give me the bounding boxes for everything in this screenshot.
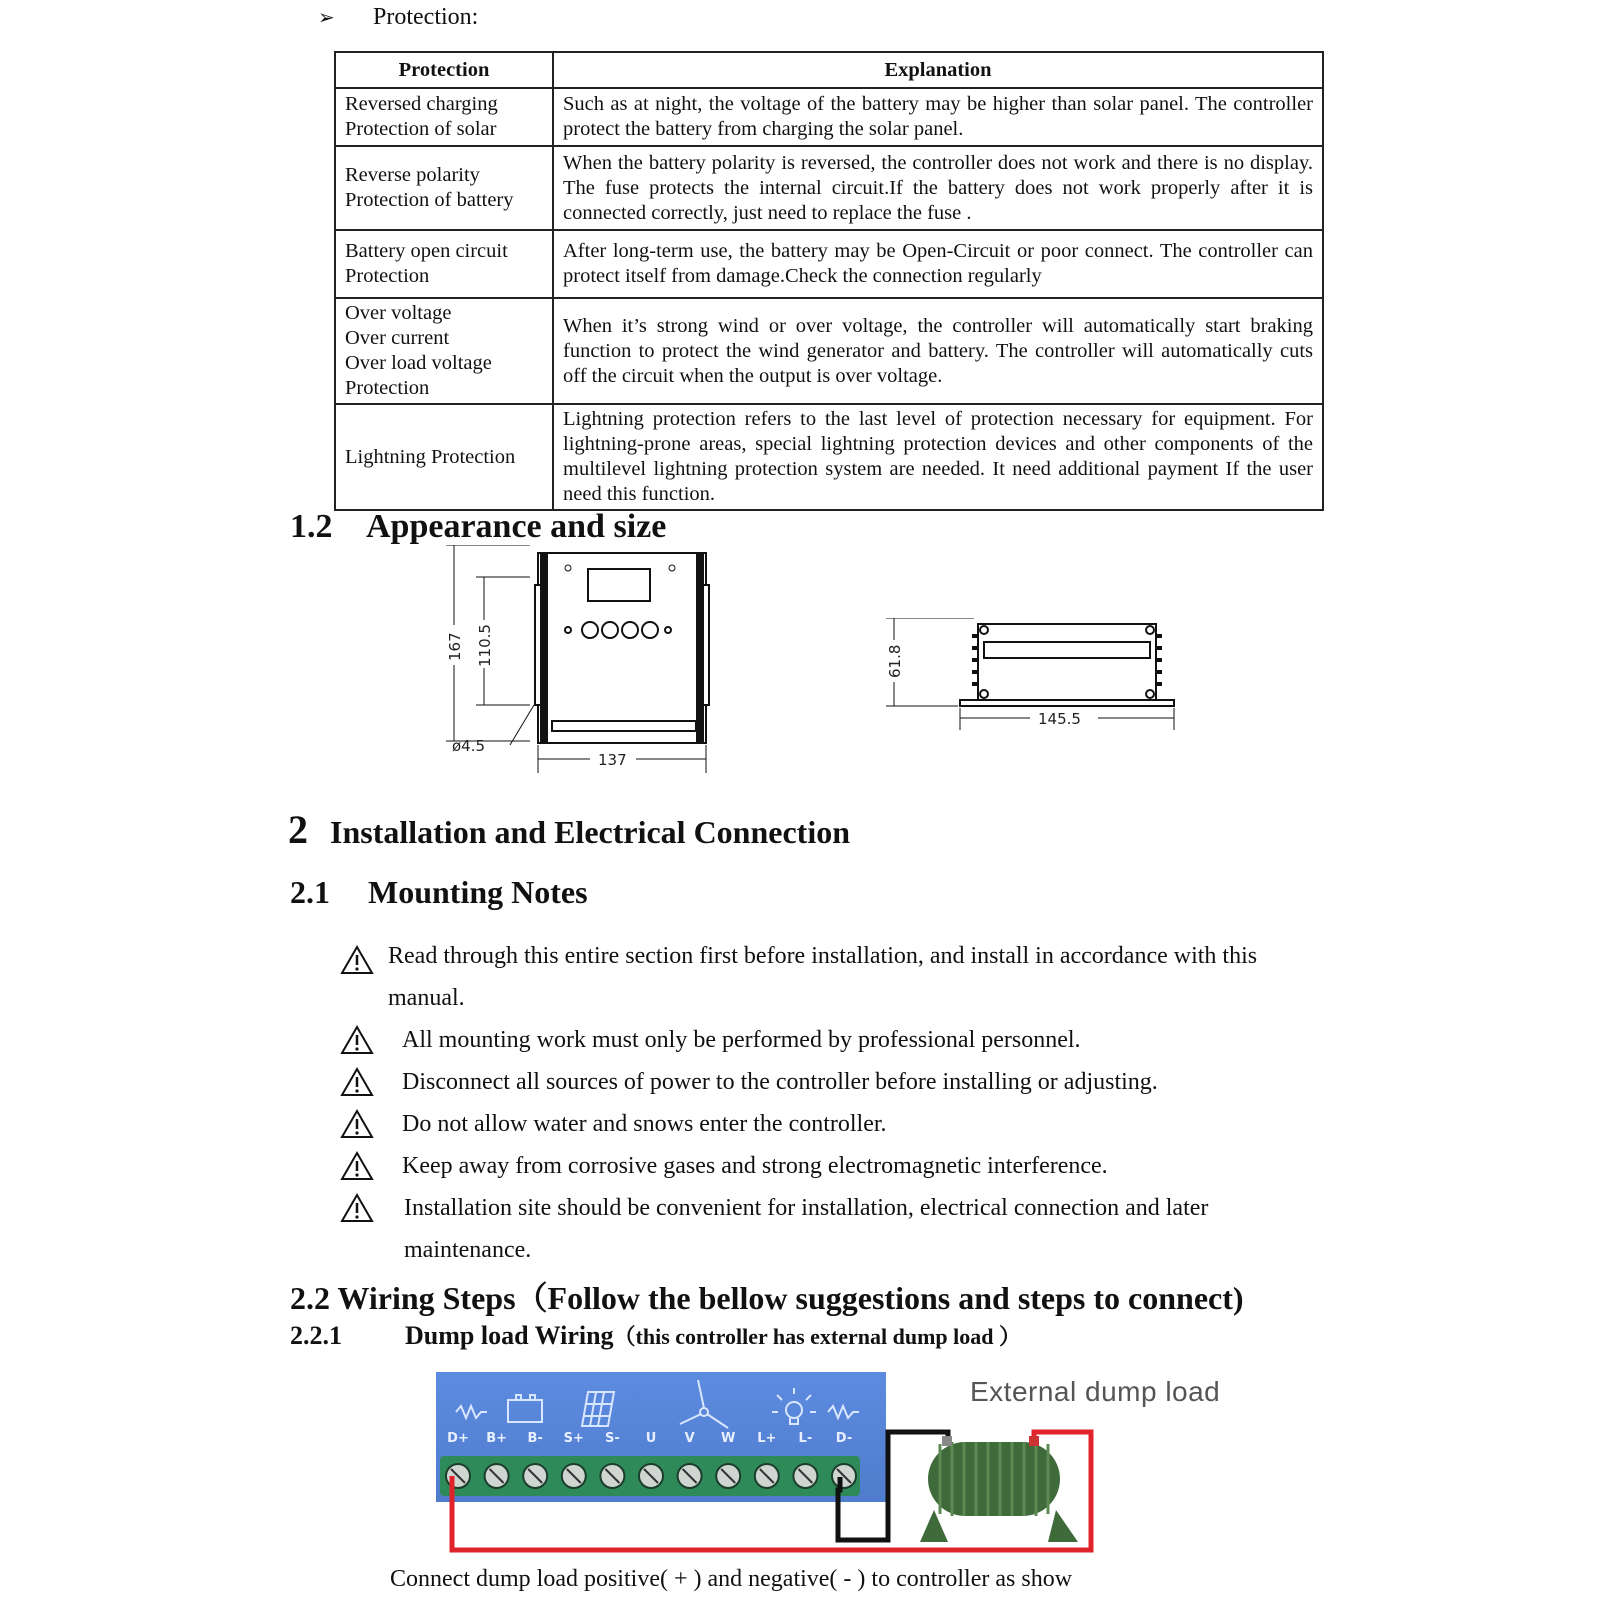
dim-height-inner: 110.5 bbox=[476, 624, 494, 667]
terminal-label: L+ bbox=[757, 1431, 777, 1446]
terminal-label: V bbox=[684, 1431, 695, 1446]
terminal-label: B+ bbox=[486, 1431, 508, 1446]
table-row bbox=[335, 404, 1323, 510]
arrow-bullet-icon: ➢ bbox=[318, 5, 335, 29]
table-row bbox=[335, 146, 1323, 230]
explanation-cell: Lightning protection refers to the last level of protection necessary for equipment. For lightning-prone areas, special lightning protection devices and other components of the multilevel lightning protection system are needed. It need additional payment If the user need this function. bbox=[553, 404, 1323, 510]
dim-width: 137 bbox=[598, 751, 627, 769]
dim-length: 145.5 bbox=[1038, 710, 1081, 728]
terminal-label: L- bbox=[798, 1431, 813, 1446]
section-heading-2: 2 Installation and Electrical Connection bbox=[288, 807, 851, 852]
warning-icon bbox=[340, 944, 374, 976]
table-header-row bbox=[335, 52, 1323, 88]
warning-icon bbox=[340, 1108, 374, 1140]
terminal-label: S+ bbox=[563, 1431, 584, 1446]
mounting-note: Installation site should be convenient for installation, electrical connection and later bbox=[404, 1195, 1209, 1221]
side-view-drawing bbox=[880, 618, 1200, 748]
dim-hole: ø4.5 bbox=[452, 737, 486, 755]
section-heading-2-2-1: 2.2.1 Dump load Wiring（this controller has external dump load ） bbox=[290, 1321, 1021, 1350]
terminal-label: W bbox=[721, 1431, 736, 1446]
mounting-note-cont: manual. bbox=[388, 985, 465, 1011]
mounting-note-cont: maintenance. bbox=[404, 1237, 532, 1263]
mounting-note: Keep away from corrosive gases and strong electromagnetic interference. bbox=[402, 1153, 1108, 1179]
terminal-label: B- bbox=[527, 1431, 543, 1446]
terminal-label: D- bbox=[835, 1431, 853, 1446]
explanation-cell: After long-term use, the battery may be Open-Circuit or poor connect. The controller can protect itself from damage.Check the connection regularly bbox=[553, 230, 1323, 298]
section-heading-1-2: 1.2 Appearance and size bbox=[290, 508, 667, 545]
terminal-label: D+ bbox=[447, 1431, 469, 1446]
terminal-label: U bbox=[645, 1431, 657, 1446]
wiring-caption: Connect dump load positive( + ) and negative( - ) to controller as show bbox=[390, 1566, 1073, 1592]
section-heading-2-1: 2.1 Mounting Notes bbox=[290, 874, 588, 910]
protection-cell: Lightning Protection bbox=[335, 404, 553, 510]
header-protection: Protection bbox=[335, 52, 553, 88]
protection-heading: ➢ Protection: bbox=[318, 4, 479, 30]
dim-depth: 61.8 bbox=[886, 644, 904, 678]
warning-icon bbox=[340, 1066, 374, 1098]
explanation-cell: When the battery polarity is reversed, the controller does not work and there is no display. The fuse protects the internal circuit.If the battery does not work properly after it is connected correctly, just need to replace the fuse . bbox=[553, 146, 1323, 230]
external-dump-load-label: External dump load bbox=[970, 1376, 1221, 1407]
warning-icon bbox=[340, 1150, 374, 1182]
mounting-note: Do not allow water and snows enter the controller. bbox=[402, 1111, 887, 1137]
warning-icon bbox=[340, 1024, 374, 1056]
table-row bbox=[335, 298, 1323, 404]
protection-cell: Over voltage Over current Over load voltage Protection bbox=[335, 298, 553, 404]
explanation-cell: When it’s strong wind or over voltage, the controller will automatically start braking function to protect the wind generator and battery. The controller will automatically cuts off the circuit when the output is over voltage. bbox=[553, 298, 1323, 404]
header-explanation: Explanation bbox=[553, 52, 1323, 88]
protection-table bbox=[334, 51, 1324, 511]
protection-cell: Reverse polarity Protection of battery bbox=[335, 146, 553, 230]
table-row bbox=[335, 230, 1323, 298]
protection-cell: Battery open circuit Protection bbox=[335, 230, 553, 298]
terminal-label: S- bbox=[605, 1431, 620, 1446]
section-heading-2-2: 2.2 Wiring Steps（Follow the bellow suggestions and steps to connect) bbox=[290, 1280, 1244, 1316]
explanation-cell: Such as at night, the voltage of the battery may be higher than solar panel. The controller protect the battery from charging the solar panel. bbox=[553, 88, 1323, 146]
table-row bbox=[335, 88, 1323, 146]
dim-height-total: 167 bbox=[446, 632, 464, 661]
warning-icon bbox=[340, 1192, 374, 1224]
front-view-drawing bbox=[440, 545, 740, 785]
mounting-note: Disconnect all sources of power to the controller before installing or adjusting. bbox=[402, 1069, 1158, 1095]
dump-load-resistor bbox=[920, 1436, 1078, 1542]
protection-cell: Reversed charging Protection of solar bbox=[335, 88, 553, 146]
mounting-note: All mounting work must only be performed by professional personnel. bbox=[402, 1027, 1081, 1053]
mounting-note: Read through this entire section first before installation, and install in accordance with this bbox=[388, 943, 1258, 969]
